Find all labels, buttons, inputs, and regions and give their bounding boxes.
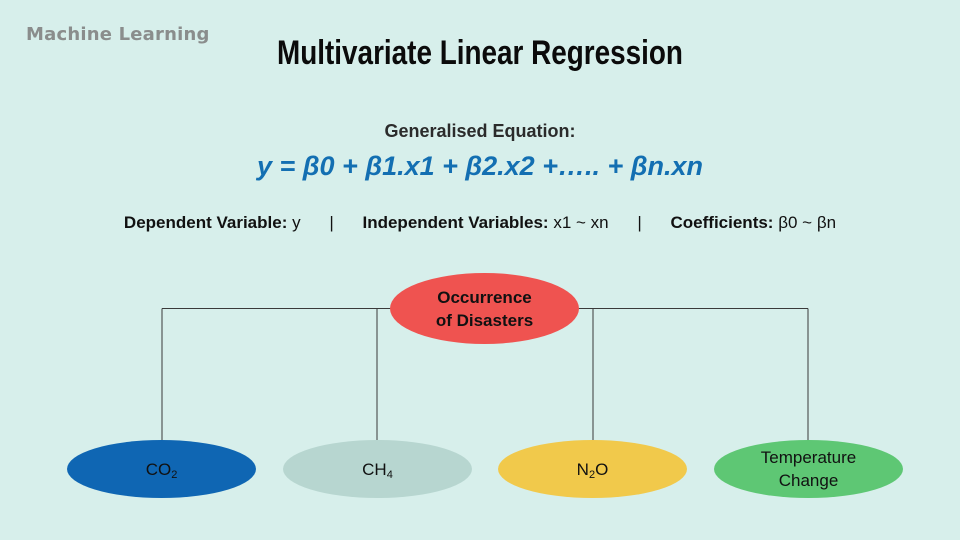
temperature-label-line2: Change (778, 471, 839, 490)
root-label-line1: Occurrence (437, 287, 532, 307)
node-occurrence-of-disasters (390, 273, 579, 344)
node-temperature-change (714, 440, 903, 498)
independent-label: Independent Variables: (362, 213, 549, 232)
n2o-label-post: O (595, 459, 609, 479)
dependent-label: Dependent Variable: (123, 213, 288, 232)
separator: | (329, 213, 334, 232)
root-label-line2: of Disasters (435, 310, 534, 330)
co2-label: CO (145, 459, 172, 479)
n2o-label-pre: N (576, 459, 589, 479)
coefficients-value: β0 ~ βn (778, 213, 837, 232)
brand-label: Machine Learning (26, 24, 210, 45)
co2-subscript: 2 (171, 468, 178, 481)
equation-heading: Generalised Equation: (384, 121, 576, 141)
page-title: Multivariate Linear Regression (277, 34, 683, 72)
node-ch4 (283, 440, 472, 498)
dependent-value: y (292, 213, 301, 232)
n2o-subscript: 2 (588, 468, 596, 481)
ch4-subscript: 4 (386, 468, 393, 481)
independent-value: x1 ~ xn (553, 213, 609, 232)
coefficients-label: Coefficients: (670, 213, 774, 232)
ch4-label: CH (362, 459, 387, 479)
node-n2o (498, 440, 687, 498)
node-co2 (67, 440, 256, 498)
temperature-label-line1: Temperature (760, 448, 857, 467)
regression-equation: y = β0 + β1.x1 + β2.x2 +….. + βn.xn (256, 151, 703, 181)
separator: | (637, 213, 642, 232)
